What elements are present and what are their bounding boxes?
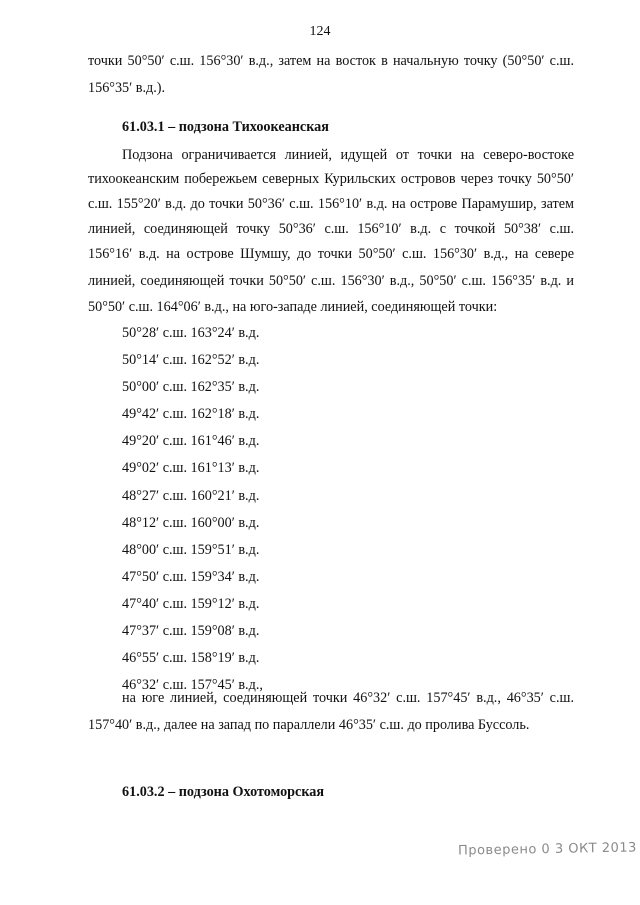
paragraph-line-6: линией, соединяющей точки 50°50′ с.ш. 156°30′ в.д., 50°50′ с.ш. 156°35′ в.д. и [88, 273, 574, 289]
intro-line-2: 156°35′ в.д.). [88, 80, 166, 96]
coordinate-item: 49°20′ с.ш. 161°46′ в.д. [122, 433, 260, 450]
coordinate-item: 50°28′ с.ш. 163°24′ в.д. [122, 325, 260, 341]
verification-stamp: Проверено 0 3 ОКТ 2013 [457, 840, 638, 859]
coordinate-item: 47°37′ с.ш. 159°08′ в.д. [122, 623, 260, 640]
coordinate-list [122, 324, 263, 703]
paragraph-line-3: с.ш. 155°20′ в.д. до точки 50°36′ с.ш. 156°10′ в.д. на острове Парамушир, затем [88, 196, 574, 212]
closing-line-1: на юге линией, соединяющей точки 46°32′ с.ш. 157°45′ в.д., 46°35′ с.ш. [122, 690, 574, 706]
coordinate-item: 48°00′ с.ш. 159°51′ в.д. [122, 541, 260, 558]
coordinate-item: 47°50′ с.ш. 159°34′ в.д. [122, 568, 260, 585]
coordinate-item: 48°27′ с.ш. 160°21′ в.д. [122, 487, 260, 504]
paragraph-line-2: тихоокеанским побережьем северных Курильских островов через точку 50°50′ [88, 171, 574, 187]
section-heading-okhotsk: 61.03.2 – подзона Охотоморская [122, 784, 325, 800]
coordinate-item: 46°32′ с.ш. 157°45′ в.д., [122, 677, 263, 694]
coordinate-item: 46°55′ с.ш. 158°19′ в.д. [122, 650, 260, 667]
coordinate-item: 48°12′ с.ш. 160°00′ в.д. [122, 514, 260, 531]
section-heading-pacific: 61.03.1 – подзона Тихоокеанская [122, 119, 329, 135]
paragraph-line-5: 156°16′ в.д. на острове Шумшу, до точки 50°50′ с.ш. 156°30′ в.д., на севере [88, 246, 574, 262]
intro-line-1: точки 50°50′ с.ш. 156°30′ в.д., затем на восток в начальную точку (50°50′ с.ш. [88, 53, 574, 69]
page-number: 124 [309, 24, 331, 39]
coordinate-item: 49°42′ с.ш. 162°18′ в.д. [122, 406, 260, 423]
paragraph-line-4: линией, соединяющей точку 50°36′ с.ш. 156°10′ в.д. с точкой 50°38′ с.ш. [88, 221, 574, 237]
coordinate-item: 47°40′ с.ш. 159°12′ в.д. [122, 595, 260, 612]
coordinate-item: 49°02′ с.ш. 161°13′ в.д. [122, 460, 260, 477]
closing-line-2: 157°40′ в.д., далее на запад по параллели 46°35′ с.ш. до пролива Буссоль. [88, 717, 530, 733]
coordinate-item: 50°14′ с.ш. 162°52′ в.д. [122, 352, 260, 369]
paragraph-line-7: 50°50′ с.ш. 164°06′ в.д., на юго-западе линией, соединяющей точки: [88, 299, 498, 315]
coordinate-item: 50°00′ с.ш. 162°35′ в.д. [122, 379, 260, 396]
paragraph-line-1: Подзона ограничивается линией, идущей от точки на северо-востоке [122, 147, 574, 163]
